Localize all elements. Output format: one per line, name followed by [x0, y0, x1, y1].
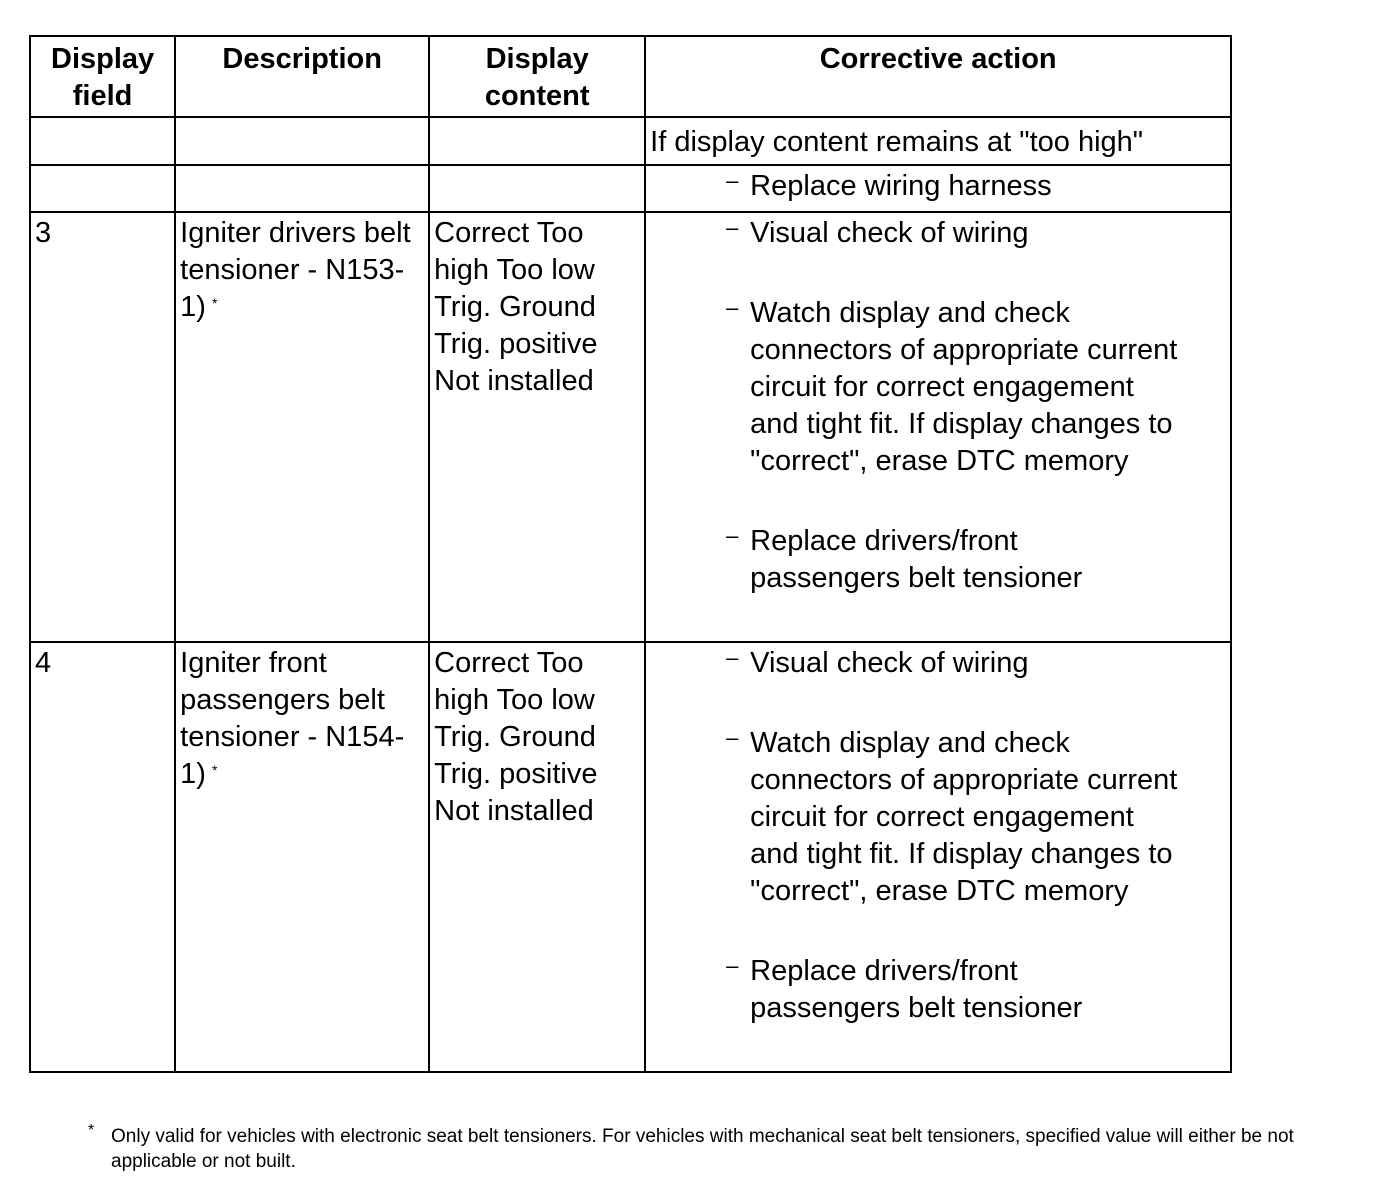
dash-icon: – — [726, 168, 739, 193]
dash-icon: – — [726, 295, 739, 320]
header-display-field: Display field — [30, 36, 175, 117]
footnote-mark: * — [211, 762, 218, 778]
display-field: 4 — [30, 642, 175, 1072]
footnote-text: Only valid for vehicles with electronic seat belt tensioners. For vehicles with mechanical seat belt tensioners, specified value will either be not applicable or not built. — [111, 1126, 1294, 1172]
header-display-content: Display content — [429, 36, 645, 117]
corrective-actions — [645, 642, 1231, 1072]
dash-icon: – — [726, 725, 739, 750]
action-item: – Visual check of wiring — [726, 215, 1230, 252]
table-row — [30, 212, 1231, 642]
table-row — [30, 642, 1231, 1072]
footnote — [88, 1124, 1378, 1174]
diagnostic-table — [29, 35, 1232, 1073]
dash-icon: – — [726, 953, 739, 978]
action-item: – Replace wiring harness — [726, 168, 1230, 205]
dash-icon: – — [726, 523, 739, 548]
action-item: – Watch display and check connectors of appropriate current circuit for correct engagement and tight fit. If display changes to "correct", erase DTC memory — [726, 725, 1230, 910]
description: Igniter drivers belt tensioner - N153-1) * — [175, 212, 429, 642]
corrective-actions — [645, 212, 1231, 642]
display-content: Correct Too high Too low Trig. Ground Trig. positive Not installed — [429, 212, 645, 642]
display-field: 3 — [30, 212, 175, 642]
dash-icon: – — [726, 645, 739, 670]
header-corrective-action: Corrective action — [645, 36, 1231, 117]
display-content: Correct Too high Too low Trig. Ground Trig. positive Not installed — [429, 642, 645, 1072]
dash-icon: – — [726, 215, 739, 240]
action-item: – Visual check of wiring — [726, 645, 1230, 682]
header-row — [30, 36, 1231, 117]
header-description: Description — [175, 36, 429, 117]
table-row — [30, 165, 1231, 212]
footnote-asterisk-icon: * — [88, 1122, 95, 1139]
action-item: – Replace drivers/front passengers belt tensioner — [726, 523, 1230, 597]
description: Igniter front passengers belt tensioner - N154-1) * — [175, 642, 429, 1072]
footnote-mark: * — [211, 295, 218, 311]
action-item: – Watch display and check connectors of appropriate current circuit for correct engagement and tight fit. If display changes to "correct", erase DTC memory — [726, 295, 1230, 480]
action-text: If display content remains at "too high" — [645, 117, 1231, 165]
table-row — [30, 117, 1231, 165]
action-item: – Replace drivers/front passengers belt tensioner — [726, 953, 1230, 1027]
